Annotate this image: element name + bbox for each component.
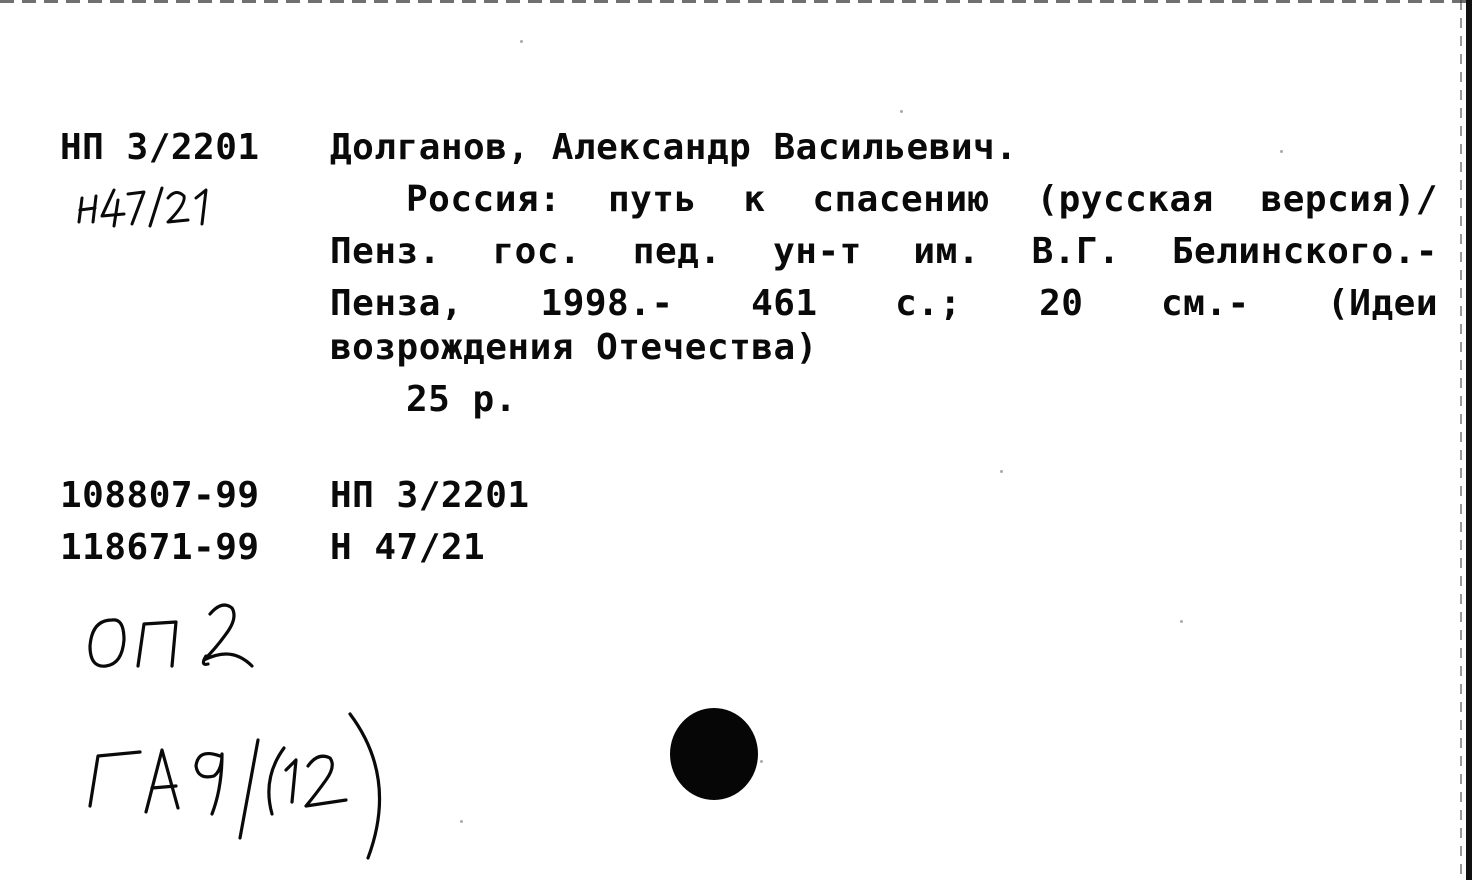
word: гос.: [492, 231, 582, 272]
handwritten-note-ga9-12: [80, 708, 410, 868]
word: к: [743, 179, 766, 220]
handwritten-shelf-mark: [76, 184, 226, 230]
word: (русская: [1036, 179, 1214, 220]
location-code: НП 3/2201: [330, 475, 530, 516]
word: версия)/: [1260, 179, 1438, 220]
word: Белинского.-: [1171, 231, 1438, 272]
card-top-edge: [0, 0, 1472, 3]
word: Пенза,: [330, 283, 464, 324]
word: Россия:: [406, 179, 562, 220]
word: см.-: [1160, 283, 1250, 324]
scan-speck: [900, 110, 903, 113]
scan-speck: [520, 40, 523, 43]
punch-hole: [670, 708, 758, 800]
scan-speck: [760, 760, 763, 763]
word: 1998.-: [540, 283, 674, 324]
description-line-2: [330, 226, 1438, 278]
handwritten-note-op2: [82, 596, 272, 680]
location-code: Н 47/21: [330, 527, 486, 568]
word: 20: [1039, 283, 1084, 324]
word: 461: [751, 283, 818, 324]
word: В.Г.: [1031, 231, 1121, 272]
scan-speck: [460, 820, 463, 823]
description-line-4: возрождения Отечества): [330, 327, 818, 368]
card-right-edge-shadow: [1460, 0, 1462, 880]
description-line-1: [406, 174, 1438, 226]
scan-speck: [1180, 620, 1183, 623]
accession-number: 108807-99: [60, 475, 260, 516]
word: путь: [607, 179, 697, 220]
scan-speck: [1000, 470, 1003, 473]
word: (Идеи: [1327, 283, 1438, 324]
scan-speck: [1280, 150, 1283, 153]
word: спасению: [812, 179, 990, 220]
word: им.: [913, 231, 980, 272]
shelf-mark: НП 3/2201: [60, 127, 260, 168]
word: ун-т: [773, 231, 862, 272]
price: 25 р.: [406, 379, 517, 420]
word: пед.: [632, 231, 722, 272]
word: с.;: [895, 283, 962, 324]
author-heading: Долганов, Александр Васильевич.: [330, 127, 1018, 168]
card-right-edge: [1466, 0, 1472, 880]
accession-number: 118671-99: [60, 527, 260, 568]
word: Пенз.: [330, 231, 441, 272]
